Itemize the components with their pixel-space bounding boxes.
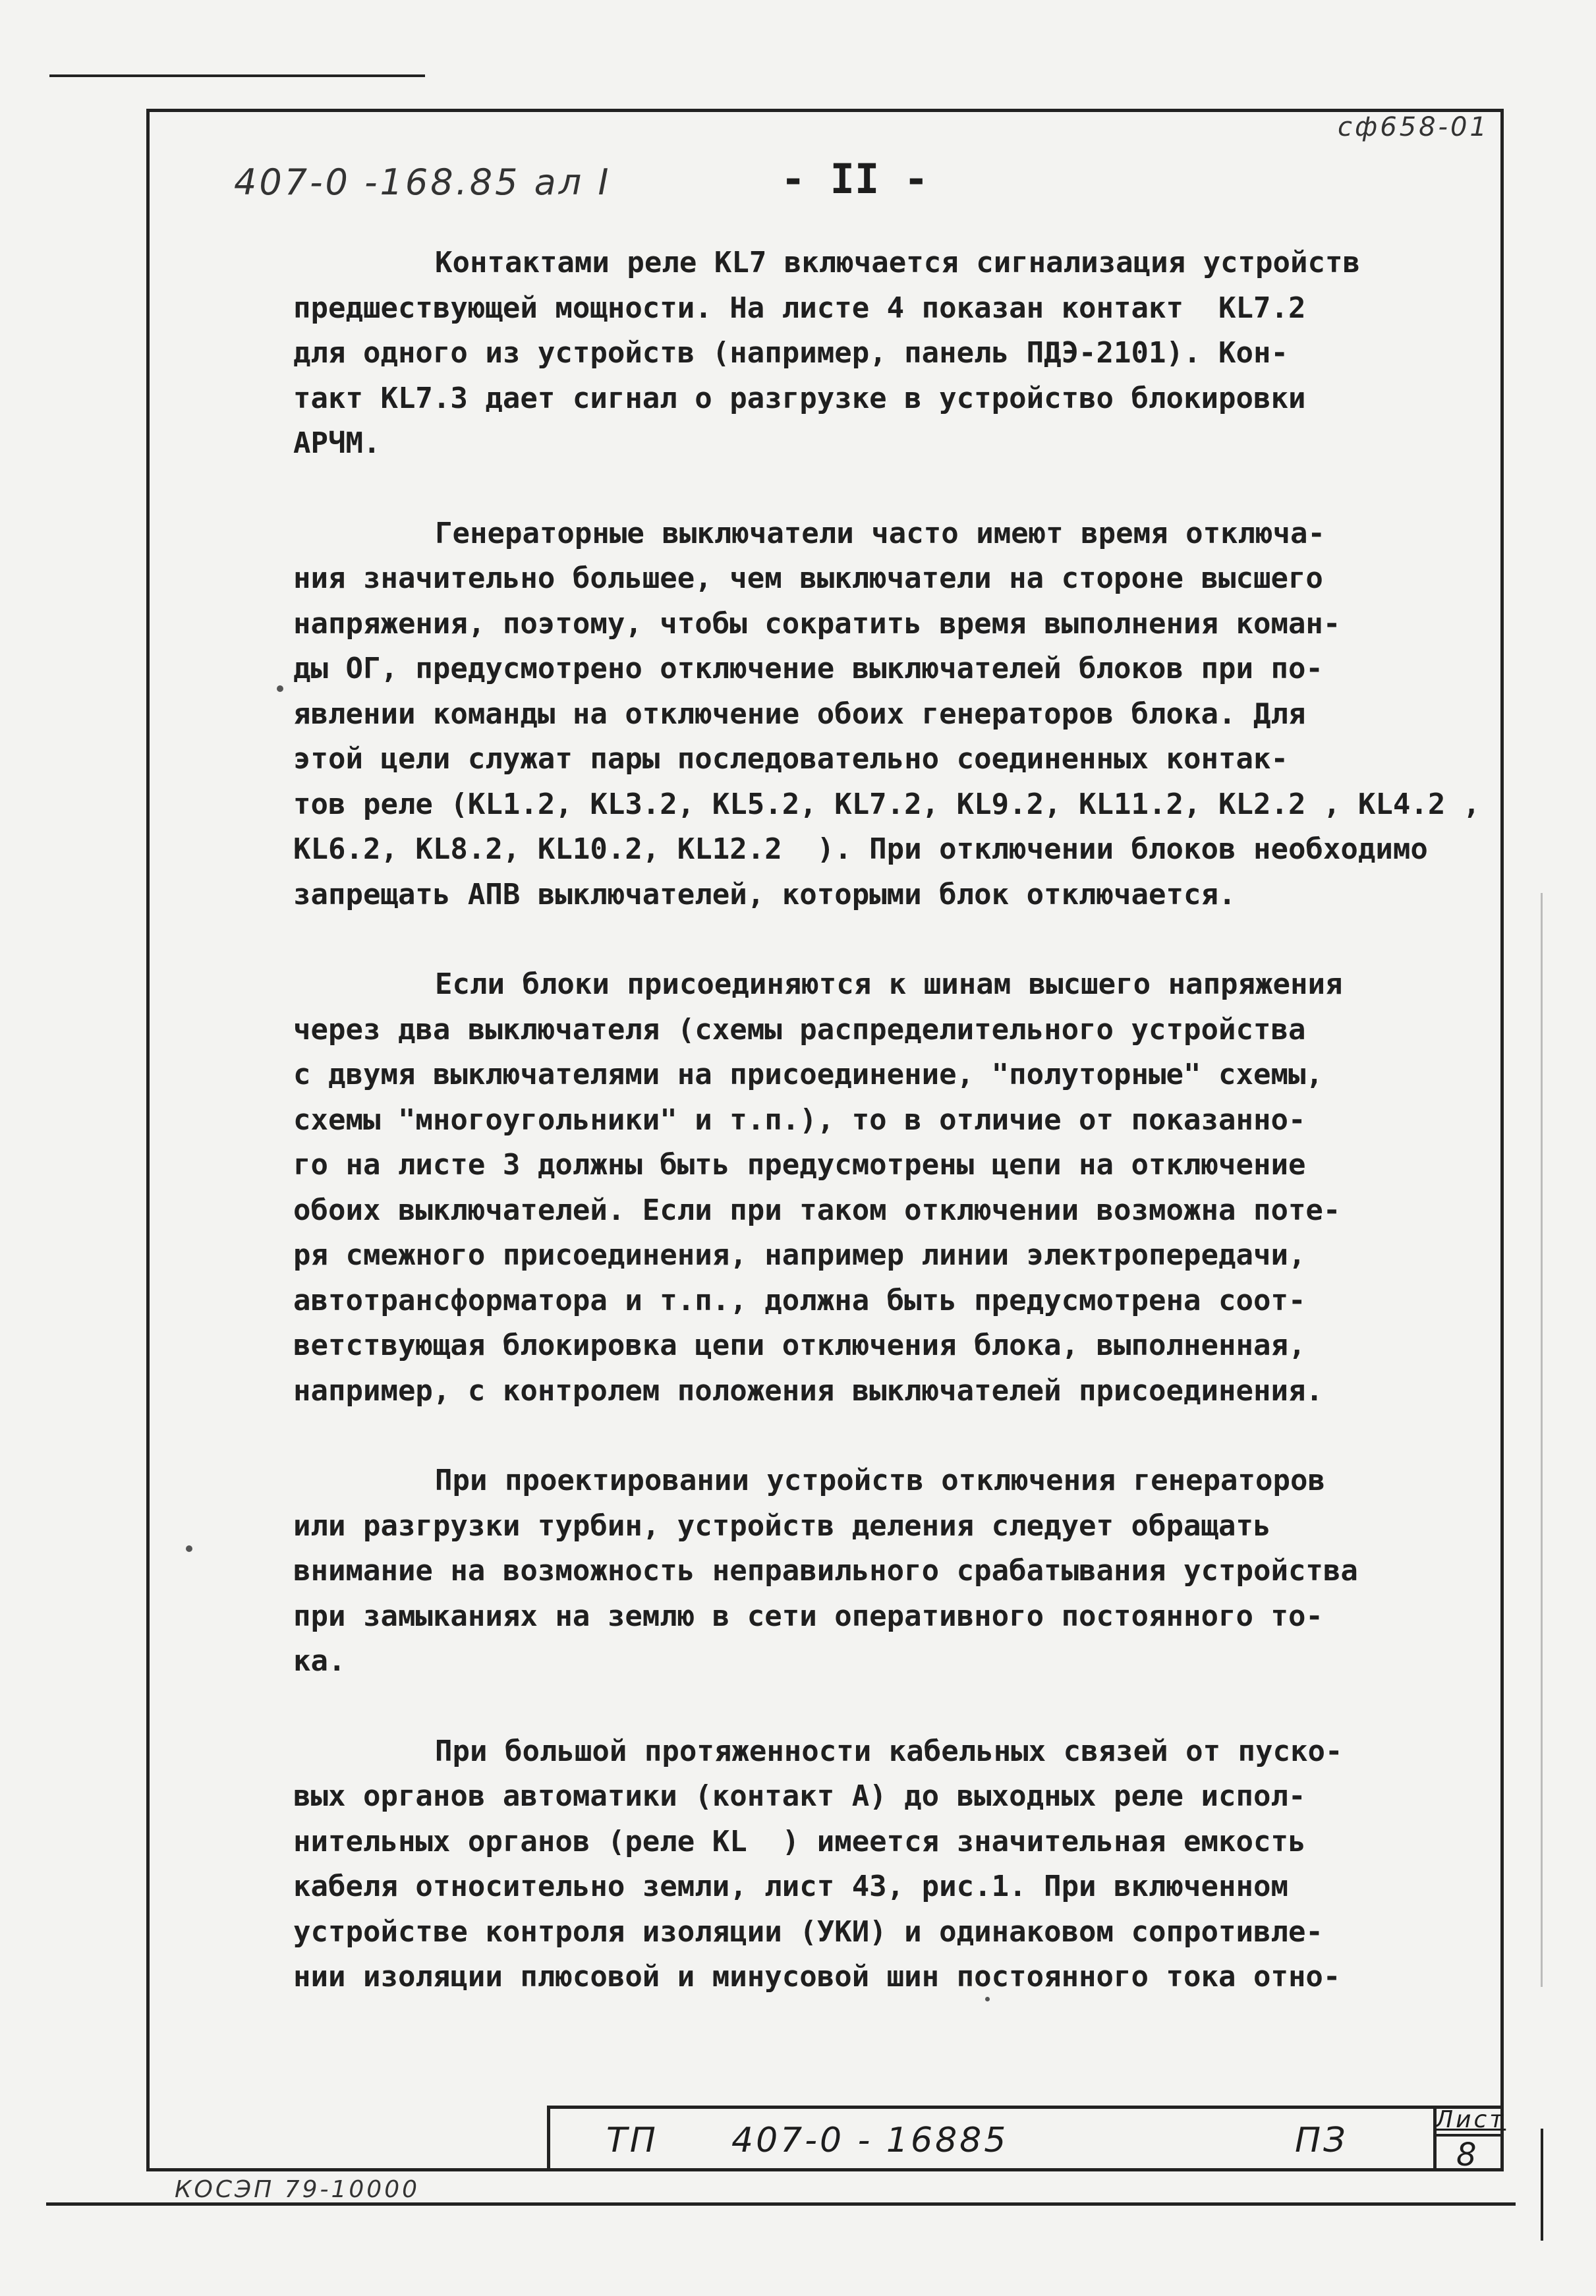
document-reference: 407-0 -168.85 ал I xyxy=(234,161,612,203)
right-edge-mark xyxy=(1541,893,1543,1987)
body-line: При проектировании устройств отключения генераторов xyxy=(435,1464,1326,1497)
body-line: схемы "многоугольники" и т.п.), то в отличие от показанно- xyxy=(293,1103,1306,1137)
body-line: запрещать АПВ выключателей, которыми блок отключается. xyxy=(293,877,1236,911)
body-line: автотрансформатора и т.п., должна быть предусмотрена соот- xyxy=(293,1283,1306,1317)
paragraph-gap xyxy=(293,1684,1479,1729)
body-line: напряжения, поэтому, чтобы сократить время выполнения коман- xyxy=(293,606,1341,641)
body-line: этой цели служат пары последовательно соединенных контак- xyxy=(293,742,1288,776)
paragraph-gap xyxy=(293,1414,1479,1458)
body-line: устройстве контроля изоляции (УКИ) и одинаковом сопротивле- xyxy=(293,1914,1323,1949)
body-line: го на листе 3 должны быть предусмотрены цепи на отключение xyxy=(293,1148,1306,1182)
right-edge-mark-lower xyxy=(1541,2129,1543,2241)
body-line: ря смежного присоединения, например линии электропередачи, xyxy=(293,1238,1306,1272)
body-line: для одного из устройств (например, панель ПДЭ-2101). Кон- xyxy=(293,336,1288,370)
paragraph-gap xyxy=(293,917,1479,962)
page-number: - II - xyxy=(781,155,928,203)
top-right-code: сф658-01 xyxy=(1338,112,1489,142)
body-line: обоих выключателей. Если при таком отключении возможна поте- xyxy=(293,1193,1341,1227)
sheet-label: Лист xyxy=(1435,2106,1506,2133)
body-line: ка. xyxy=(293,1644,346,1678)
stamp-section: ПЗ xyxy=(1295,2121,1348,2160)
body-line: такт KL7.3 дает сигнал о разгрузке в устройство блокировки xyxy=(293,381,1306,415)
body-line: при замыканиях на землю в сети оперативного постоянного то- xyxy=(293,1599,1323,1633)
body-line: нии изоляции плюсовой и минусовой шин постоянного тока отно- xyxy=(293,1960,1341,1994)
scan-speck xyxy=(985,1997,990,2001)
body-line: внимание на возможность неправильного срабатывания устройства xyxy=(293,1554,1358,1588)
body-line: предшествующей мощности. На листе 4 показан контакт KL7.2 xyxy=(293,291,1306,325)
body-line: При большой протяженности кабельных связей от пуско- xyxy=(435,1734,1343,1768)
title-block xyxy=(547,2106,1502,2170)
stamp-document-number: 407-0 - 16885 xyxy=(731,2121,1009,2160)
body-text xyxy=(293,241,1479,2000)
body-line: кабеля относительно земли, лист 43, рис.1. При включенном xyxy=(293,1870,1288,1903)
body-line: например, с контролем положения выключателей присоединения. xyxy=(293,1373,1323,1408)
scan-speck xyxy=(186,1545,192,1552)
body-line: ния значительно большее, чем выключатели на стороне высшего xyxy=(293,561,1323,595)
body-line: Контактами реле KL7 включается сигнализация устройств xyxy=(435,246,1360,279)
body-line: АРЧМ. xyxy=(293,426,381,460)
body-line: KL6.2, KL8.2, KL10.2, KL12.2 ). При отключении блоков необходимо xyxy=(293,832,1428,866)
scan-speck xyxy=(277,685,283,692)
body-line: Генераторные выключатели часто имеют время отключа- xyxy=(435,516,1326,550)
body-line: ды ОГ, предусмотрено отключение выключателей блоков при по- xyxy=(293,652,1323,685)
stamp-tp: ТП xyxy=(606,2121,658,2160)
footer-code: КОСЭП 79-10000 xyxy=(175,2176,420,2203)
body-line: вых органов автоматики (контакт А) до выходных реле испол- xyxy=(293,1779,1306,1813)
body-line: ветствующая блокировка цепи отключения блока, выполненная, xyxy=(293,1329,1306,1362)
body-line: Если блоки присоединяются к шинам высшего напряжения xyxy=(435,967,1343,1001)
body-line: через два выключателя (схемы распределительного устройства xyxy=(293,1012,1306,1047)
body-line: тов реле (KL1.2, KL3.2, KL5.2, KL7.2, KL9.2, KL11.2, KL2.2 , KL4.2 , xyxy=(293,787,1481,821)
body-line: с двумя выключателями на присоединение, "полуторные" схемы, xyxy=(293,1058,1323,1091)
body-line: явлении команды на отключение обоих генераторов блока. Для xyxy=(293,697,1306,731)
body-line: или разгрузки турбин, устройств деления следует обращать xyxy=(293,1508,1271,1543)
sheet-number: 8 xyxy=(1456,2137,1479,2173)
top-rule xyxy=(49,74,425,77)
paragraph-gap xyxy=(293,467,1479,511)
body-line: нительных органов (реле KL ) имеется значительная емкость xyxy=(293,1824,1306,1858)
